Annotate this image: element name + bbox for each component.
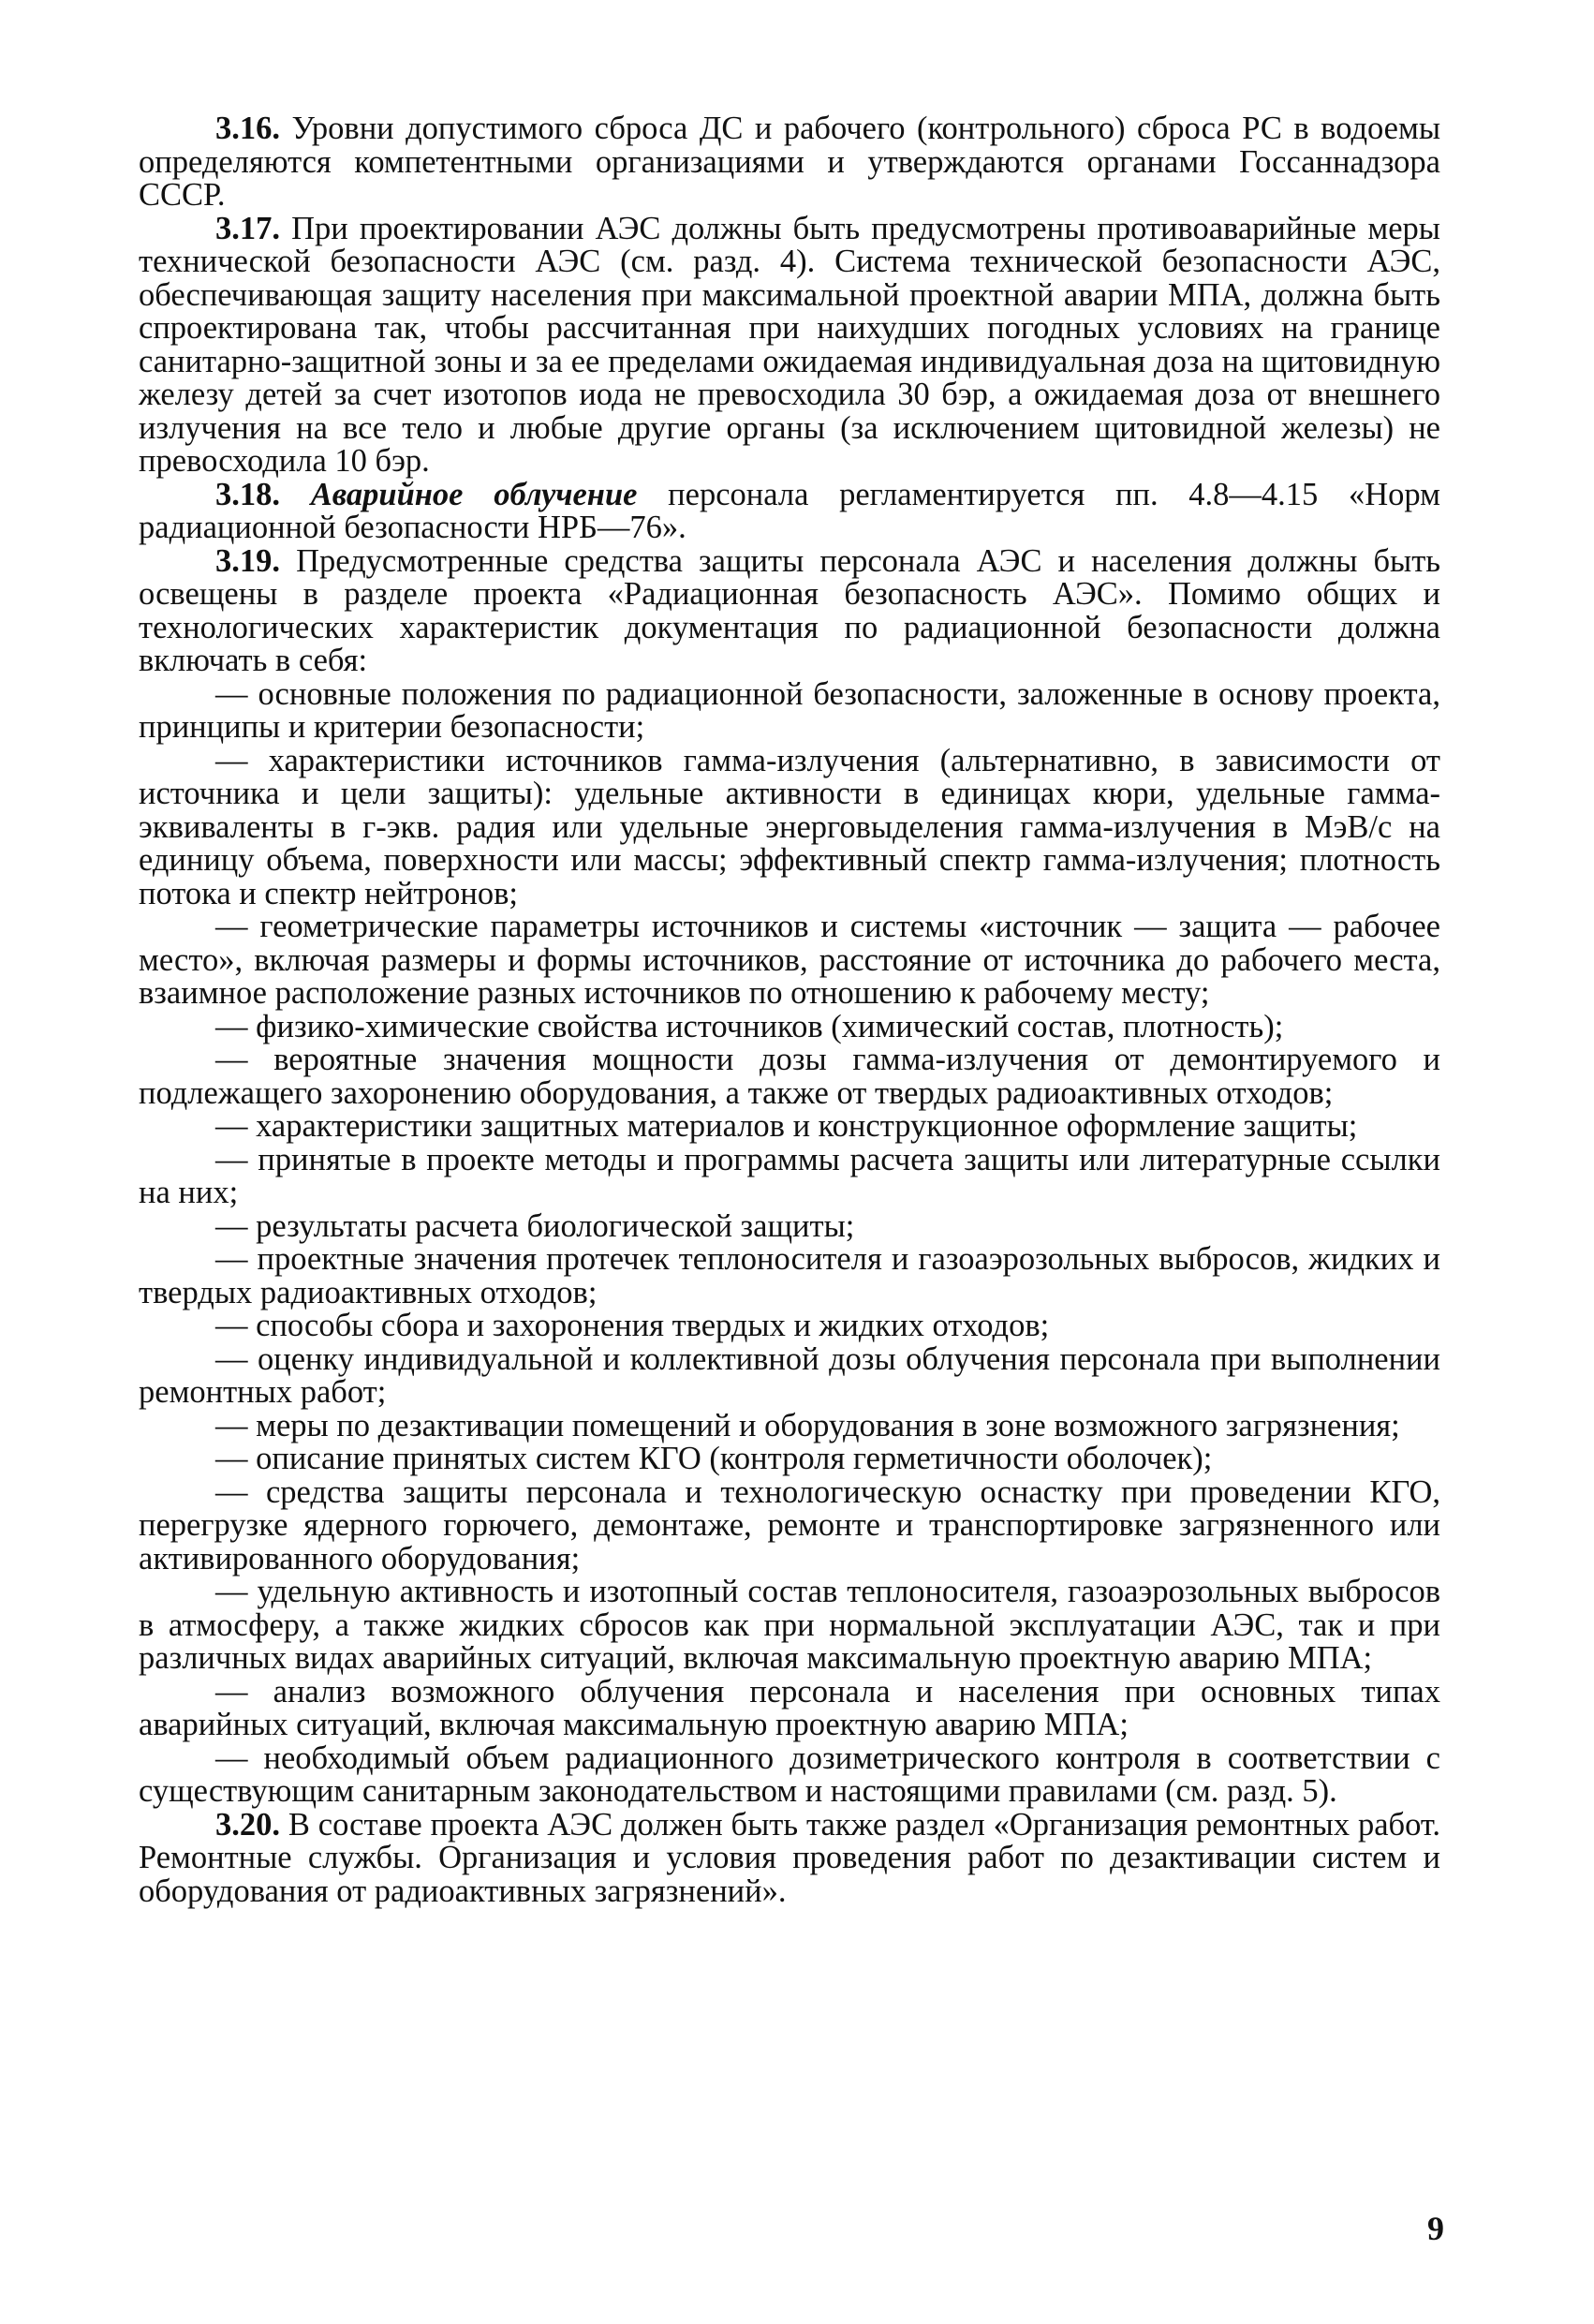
paragraph-text: персонала регламентируется пп. 4.8—4.15 «Норм радиационной безопасности НРБ—76».	[139, 476, 1440, 545]
list-item: — анализ возможного облучения персонала и населения при основных типах аварийных ситуаций, включая максимальную проектную аварию МПА;	[139, 1673, 1440, 1742]
list-item: — физико-химические свойства источников (химический состав, плотность);	[215, 1008, 1284, 1044]
page-number: 9	[1427, 2210, 1444, 2247]
list-item: — геометрические параметры источников и системы «источник — защита — рабочее место», включая размеры и формы источников, расстояние от источника до рабочего места, взаимное расположение разных источников по отношению к рабочему месту;	[139, 909, 1440, 1011]
paragraph-3-20	[139, 1806, 1440, 1909]
section-number: 3.18.	[215, 476, 280, 512]
list-item: — меры по дезактивации помещений и оборудования в зоне возможного загрязнения;	[215, 1407, 1400, 1443]
section-number: 3.16.	[215, 111, 280, 146]
body-text	[139, 112, 1440, 1908]
list-item: — результаты расчета биологической защиты;	[215, 1207, 855, 1244]
paragraph-text: Уровни допустимого сброса ДС и рабочего (контрольного) сброса РС в водоемы определяются компетентными организациями и утверждаются органами Госсаннадзора СССР.	[139, 111, 1440, 213]
list-item: — удельную активность и изотопный состав теплоносителя, газоаэрозольных выбросов в атмосферу, а также жидких сбросов как при нормальной эксплуатации АЭС, так и при различных видах аварийных ситуаций, включая максимальную проектную аварию МПА;	[139, 1574, 1440, 1676]
list-item: — средства защиты персонала и технологическую оснастку при проведении КГО, перегрузке ядерного горючего, демонтаже, ремонте и транспортировке загрязненного или активированного оборудования;	[139, 1473, 1440, 1576]
emphasized-term: Аварийное облучение	[280, 476, 638, 512]
list-item: — характеристики источников гамма-излучения (альтернативно, в зависимости от источника и цели защиты): удельные активности в единицах кюри, удельные гамма-эквиваленты в г-экв. радия или удельные энерговыделения гамма-излучения в МэВ/с на единицу объема, поверхности или массы; эффективный спектр гамма-излучения; плотность потока и спектр нейтронов;	[139, 742, 1440, 911]
section-number: 3.20.	[215, 1806, 280, 1843]
list-item: — проектные значения протечек теплоносителя и газоаэрозольных выбросов, жидких и твердых радиоактивных отходов;	[139, 1241, 1440, 1310]
list-item: — принятые в проекте методы и программы расчета защиты или литературные ссылки на них;	[139, 1141, 1440, 1210]
list-item: — способы сбора и захоронения твердых и жидких отходов;	[215, 1308, 1050, 1343]
section-number: 3.17.	[215, 210, 280, 246]
paragraph-3-17	[139, 210, 1440, 479]
list-item: — оценку индивидуальной и коллективной дозы облучения персонала при выполнении ремонтных работ;	[139, 1340, 1440, 1410]
paragraph-3-18	[139, 476, 1440, 545]
list-item: — описание принятых систем КГО (контроля герметичности оболочек);	[215, 1441, 1213, 1476]
list-item: — необходимый объем радиационного дозиметрического контроля в соответствии с существующим санитарным законодательством и настоящими правилами (см. разд. 5).	[139, 1739, 1440, 1809]
list-item: — основные положения по радиационной безопасности, заложенные в основу проекта, принципы и критерии безопасности;	[139, 675, 1440, 745]
paragraph-3-16	[139, 112, 1440, 213]
list-item: — характеристики защитных материалов и конструкционное оформление защиты;	[215, 1108, 1358, 1144]
section-number: 3.19.	[215, 542, 280, 579]
paragraph-3-19	[139, 542, 1440, 678]
paragraph-text: В составе проекта АЭС должен быть также раздел «Организация ремонтных работ. Ремонтные службы. Организация и условия проведения работ по дезактивации систем и оборудования от радиоактивных загрязнений».	[139, 1806, 1440, 1909]
list-item: — вероятные значения мощности дозы гамма-излучения от демонтируемого и подлежащего захоронению оборудования, а также от твердых радиоактивных отходов;	[139, 1042, 1440, 1111]
paragraph-text: Предусмотренные средства защиты персонала АЭС и населения должны быть освещены в разделе проекта «Радиационная безопасность АЭС». Помимо общих и технологических характеристик документация по радиационной безопасности должна включать в себя:	[139, 542, 1440, 678]
paragraph-text: При проектировании АЭС должны быть предусмотрены противоаварийные меры технической безопасности АЭС (см. разд. 4). Система технической безопасности АЭС, обеспечивающая защиту населения при максимальной проектной аварии МПА, должна быть спроектирована так, чтобы рассчитанная при наихудших погодных условиях на границе санитарно-защитной зоны и за ее пределами ожидаемая индивидуальная доза на щитовидную железу детей за счет изотопов иода не превосходила 30 бэр, а ожидаемая доза от внешнего излучения на все тело и любые другие органы (за исключением щитовидной железы) не превосходила 10 бэр.	[139, 210, 1440, 479]
